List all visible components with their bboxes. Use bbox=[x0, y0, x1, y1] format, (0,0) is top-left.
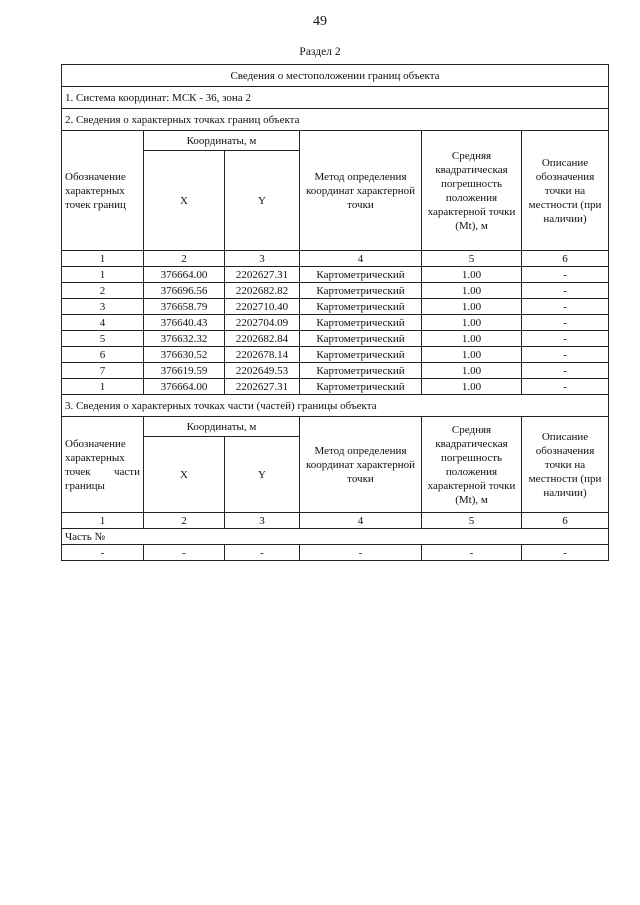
table-row bbox=[62, 347, 609, 363]
table-cell: 1 bbox=[62, 513, 144, 529]
table-cell: 376619.59 bbox=[144, 363, 225, 379]
table-cell: 4 bbox=[62, 315, 144, 331]
table-row bbox=[62, 315, 609, 331]
table-cell: 1.00 bbox=[422, 283, 522, 299]
section2-title: 2. Сведения о характерных точках границ объекта bbox=[62, 109, 609, 131]
table-cell: 3 bbox=[225, 251, 300, 267]
table-cell: 2202682.82 bbox=[225, 283, 300, 299]
table-row bbox=[62, 379, 609, 395]
table-cell: 1.00 bbox=[422, 331, 522, 347]
table-cell: 2202682.84 bbox=[225, 331, 300, 347]
table-cell: 1 bbox=[62, 267, 144, 283]
table-cell: 6 bbox=[522, 513, 609, 529]
table-cell: 376696.56 bbox=[144, 283, 225, 299]
header2-method: Метод определения координат характерной точки bbox=[300, 417, 422, 513]
header-method: Метод определения координат характерной точки bbox=[300, 131, 422, 251]
table-cell: 3 bbox=[225, 513, 300, 529]
header2-description: Описание обозначения точки на местности (при наличии) bbox=[522, 417, 609, 513]
part-label: Часть № bbox=[62, 529, 609, 545]
table-cell: 2202627.31 bbox=[225, 267, 300, 283]
header2-designation: Обозначение характерных точек части границы bbox=[62, 417, 144, 513]
table-row bbox=[62, 283, 609, 299]
section3-title: 3. Сведения о характерных точках части (частей) границы объекта bbox=[62, 395, 609, 417]
table-cell: Картометрический bbox=[300, 347, 422, 363]
table-cell: 1.00 bbox=[422, 363, 522, 379]
boundary-table bbox=[61, 64, 609, 561]
table-cell: 3 bbox=[62, 299, 144, 315]
table-row bbox=[62, 363, 609, 379]
table-cell: 1 bbox=[62, 379, 144, 395]
table-cell: - bbox=[144, 545, 225, 561]
table-cell: 1.00 bbox=[422, 267, 522, 283]
header2-coordinates: Координаты, м bbox=[144, 417, 300, 437]
table-cell: - bbox=[522, 363, 609, 379]
table-cell: - bbox=[522, 283, 609, 299]
column-numbers-row bbox=[62, 513, 609, 529]
table-cell: - bbox=[522, 315, 609, 331]
table-cell: 376630.52 bbox=[144, 347, 225, 363]
table-cell: Картометрический bbox=[300, 299, 422, 315]
header-x: X bbox=[144, 151, 225, 251]
table-cell: 1.00 bbox=[422, 299, 522, 315]
page-number: 49 bbox=[313, 14, 327, 29]
table-cell: Картометрический bbox=[300, 315, 422, 331]
table-cell: 376664.00 bbox=[144, 379, 225, 395]
table-cell: 6 bbox=[62, 347, 144, 363]
table-cell: - bbox=[522, 267, 609, 283]
table-cell: 4 bbox=[300, 251, 422, 267]
table-cell: 1 bbox=[62, 251, 144, 267]
table-cell: - bbox=[225, 545, 300, 561]
header-description: Описание обозначения точки на местности (при наличии) bbox=[522, 131, 609, 251]
table-cell: - bbox=[522, 545, 609, 561]
table-cell: 376632.32 bbox=[144, 331, 225, 347]
table-cell: 2202649.53 bbox=[225, 363, 300, 379]
table-cell: 5 bbox=[422, 513, 522, 529]
table-cell: 2202678.14 bbox=[225, 347, 300, 363]
table-cell: Картометрический bbox=[300, 331, 422, 347]
table-cell: 6 bbox=[522, 251, 609, 267]
header-designation: Обозначение характерных точек границ bbox=[62, 131, 144, 251]
table-cell: 376640.43 bbox=[144, 315, 225, 331]
table-cell: - bbox=[522, 331, 609, 347]
table-cell: - bbox=[522, 299, 609, 315]
table-cell: 376664.00 bbox=[144, 267, 225, 283]
table-cell: 2 bbox=[144, 513, 225, 529]
section-title: Раздел 2 bbox=[299, 46, 341, 58]
table-cell: Картометрический bbox=[300, 283, 422, 299]
table-row bbox=[62, 267, 609, 283]
header-coordinates: Координаты, м bbox=[144, 131, 300, 151]
table-cell: 1.00 bbox=[422, 347, 522, 363]
table-cell: 2202710.40 bbox=[225, 299, 300, 315]
table-title: Сведения о местоположении границ объекта bbox=[62, 65, 609, 87]
table-cell: - bbox=[522, 379, 609, 395]
table-cell: 2202704.09 bbox=[225, 315, 300, 331]
header-accuracy: Средняя квадратическая погрешность положения характерной точки (Mt), м bbox=[422, 131, 522, 251]
table-cell: 7 bbox=[62, 363, 144, 379]
table-cell: - bbox=[422, 545, 522, 561]
part-row bbox=[62, 545, 609, 561]
table-cell: - bbox=[62, 545, 144, 561]
table-cell: 2 bbox=[144, 251, 225, 267]
table-cell: - bbox=[522, 347, 609, 363]
header-y: Y bbox=[225, 151, 300, 251]
table-row bbox=[62, 331, 609, 347]
table-cell: 1.00 bbox=[422, 379, 522, 395]
table-cell: 376658.79 bbox=[144, 299, 225, 315]
table-cell: Картометрический bbox=[300, 379, 422, 395]
header2-y: Y bbox=[225, 437, 300, 513]
table-cell: 1.00 bbox=[422, 315, 522, 331]
table-cell: - bbox=[300, 545, 422, 561]
header2-x: X bbox=[144, 437, 225, 513]
table-cell: Картометрический bbox=[300, 267, 422, 283]
table-row bbox=[62, 299, 609, 315]
table-cell: 5 bbox=[62, 331, 144, 347]
table-cell: 2202627.31 bbox=[225, 379, 300, 395]
column-numbers-row bbox=[62, 251, 609, 267]
coord-system: 1. Система координат: МСК - 36, зона 2 bbox=[62, 87, 609, 109]
header2-accuracy: Средняя квадратическая погрешность положения характерной точки (Mt), м bbox=[422, 417, 522, 513]
table-cell: 2 bbox=[62, 283, 144, 299]
table-cell: Картометрический bbox=[300, 363, 422, 379]
table-cell: 4 bbox=[300, 513, 422, 529]
table-cell: 5 bbox=[422, 251, 522, 267]
